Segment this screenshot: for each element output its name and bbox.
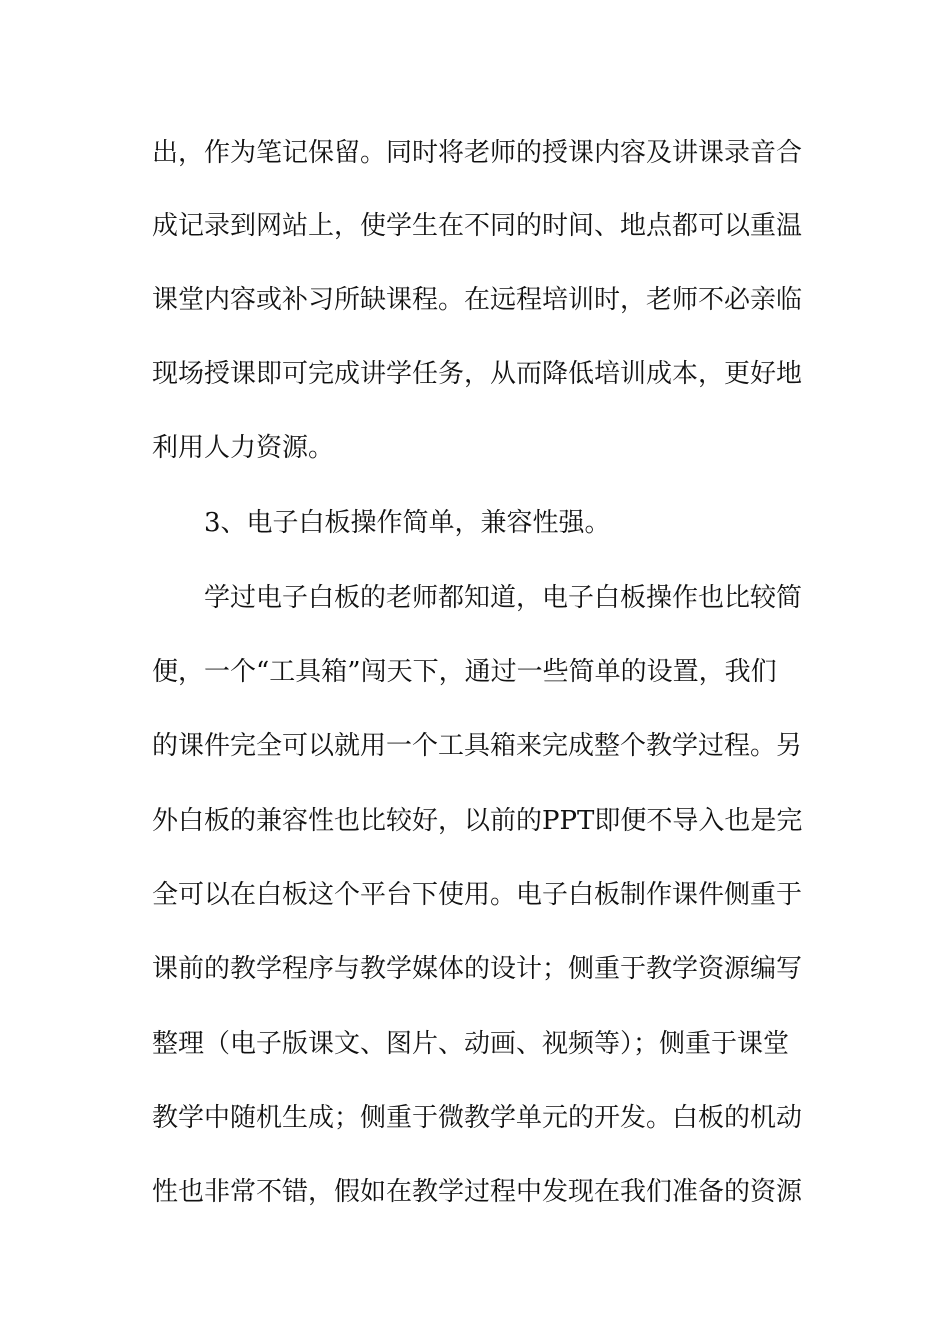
text-line: 外白板的兼容性也比较好，以前的PPT即便不导入也是完 [152, 806, 803, 836]
text-line: 便，一个“工具箱”闯天下，通过一些简单的设置，我们 [152, 657, 777, 687]
text-line: 学过电子白板的老师都知道，电子白板操作也比较简 [204, 583, 803, 613]
text-line: 现场授课即可完成讲学任务，从而降低培训成本，更好地 [152, 359, 803, 389]
text-line: 课前的教学程序与教学媒体的设计；侧重于教学资源编写 [152, 954, 803, 984]
text-line: 全可以在白板这个平台下使用。电子白板制作课件侧重于 [152, 880, 803, 910]
text-line: 性也非常不错，假如在教学过程中发现在我们准备的资源 [152, 1177, 803, 1207]
text-line: 利用人力资源。 [152, 433, 335, 463]
text-line: 的课件完全可以就用一个工具箱来完成整个教学过程。另 [152, 731, 803, 761]
section-heading: 3、电子白板操作简单，兼容性强。 [204, 508, 611, 538]
text-line: 成记录到网站上，使学生在不同的时间、地点都可以重温 [152, 211, 803, 241]
text-line: 整理（电子版课文、图片、动画、视频等）；侧重于课堂 [152, 1029, 790, 1059]
text-line: 教学中随机生成；侧重于微教学单元的开发。白板的机动 [152, 1103, 803, 1133]
text-line: 出，作为笔记保留。同时将老师的授课内容及讲课录音合 [152, 138, 803, 168]
text-line: 课堂内容或补习所缺课程。在远程培训时，老师不必亲临 [152, 285, 803, 315]
